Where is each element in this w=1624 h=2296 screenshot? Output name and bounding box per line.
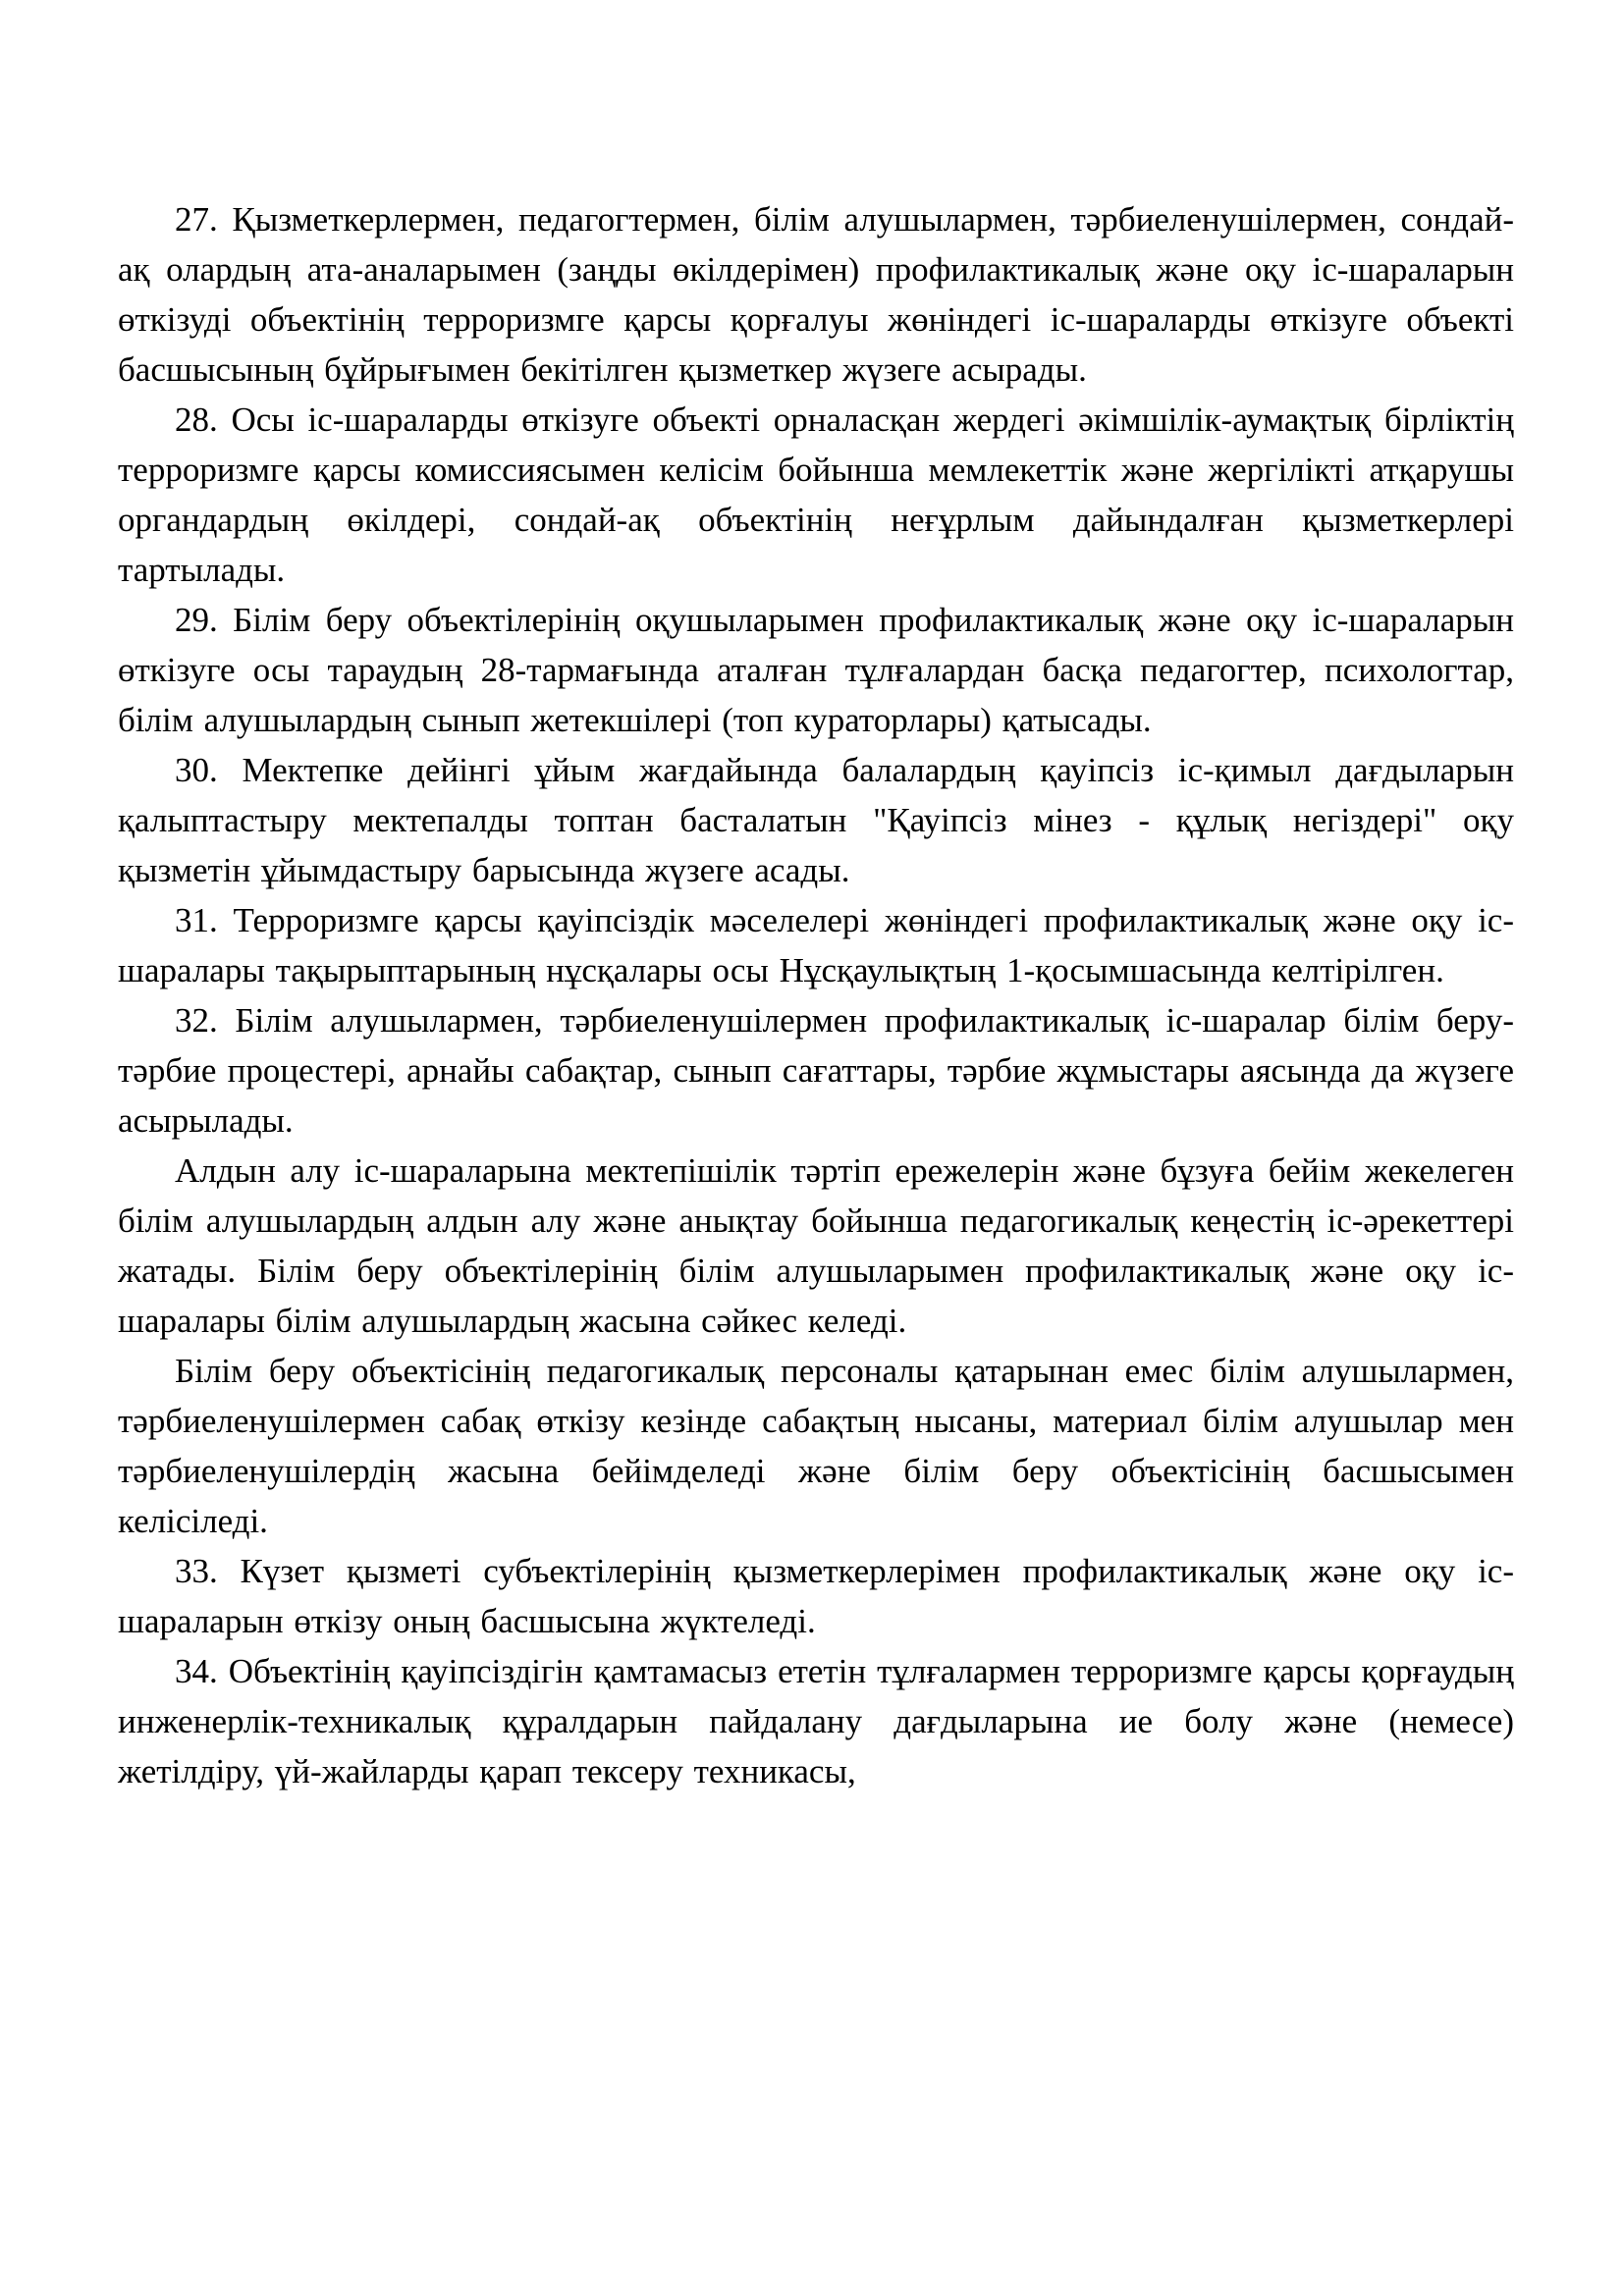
paragraph-32: 32. Білім алушылармен, тәрбиеленушілермен профилактикалық іс-шаралар білім беру-тәрбие процестері, арнайы сабақтар, сынып сағаттары, тәрбие жұмыстары аясында да жүзеге асырылады.	[118, 1001, 1514, 1140]
paragraph-33: 33. Күзет қызметі субъектілерінің қызметкерлерімен профилактикалық және оқу іс-шараларын өткізу оның басшысына жүктеледі.	[118, 1552, 1514, 1640]
paragraph-31: 31. Терроризмге қарсы қауіпсіздік мәселелері жөніндегі профилактикалық және оқу іс-шаралары тақырыптарының нұсқалары осы Нұсқаулықтың 1-қосымшасында келтірілген.	[118, 901, 1514, 989]
paragraph-unnumbered-prevention: Алдын алу іс-шараларына мектепішілік тәртіп ережелерін және бұзуға бейім жекелеген білім алушылардың алдын алу және анықтау бойынша педагогикалық кеңестің іс-әрекеттері жатады. Білім беру объектілерінің білім алушыларымен профилактикалық және оқу іс-шаралары білім алушылардың жасына сәйкес келеді.	[118, 1151, 1514, 1340]
paragraph-27: 27. Қызметкерлермен, педагогтермен, білім алушылармен, тәрбиеленушілермен, сондай-ақ олардың ата-аналарымен (заңды өкілдерімен) профилактикалық және оқу іс-шараларын өткізуді объектінің терроризмге қарсы қорғалуы жөніндегі іс-шараларды өткізуге объекті басшысының бұйрығымен бекітілген қызметкер жүзеге асырады.	[118, 200, 1514, 389]
paragraph-34: 34. Объектінің қауіпсіздігін қамтамасыз ететін тұлғалармен терроризмге қарсы қорғаудың инженерлік-техникалық құралдарын пайдалану дағдыларына ие болу және (немесе) жетілдіру, үй-жайларды қарап тексеру техникасы,	[118, 1652, 1514, 1790]
paragraph-29: 29. Білім беру объектілерінің оқушыларымен профилактикалық және оқу іс-шараларын өткізуге осы тараудың 28-тармағында аталған тұлғалардан басқа педагогтер, психологтар, білім алушылардың сынып жетекшілері (топ кураторлары) қатысады.	[118, 601, 1514, 739]
paragraph-unnumbered-lesson-format: Білім беру объектісінің педагогикалық персоналы қатарынан емес білім алушылармен, тәрбиеленушілермен сабақ өткізу кезінде сабақтың нысаны, материал білім алушылар мен тәрбиеленушілердің жасына бейімделеді және білім беру объектісінің басшысымен келісіледі.	[118, 1352, 1514, 1540]
paragraph-30: 30. Мектепке дейінгі ұйым жағдайында балалардың қауіпсіз іс-қимыл дағдыларын қалыптастыру мектепалды топтан басталатын "Қауіпсіз мінез - құлық негіздері" оқу қызметін ұйымдастыру барысында жүзеге асады.	[118, 751, 1514, 889]
paragraph-28: 28. Осы іс-шараларды өткізуге объекті орналасқан жердегі әкімшілік-аумақтық бірліктің терроризмге қарсы комиссиясымен келісім бойынша мемлекеттік және жергілікті атқарушы органдардың өкілдері, сондай-ақ объектінің неғұрлым дайындалған қызметкерлері тартылады.	[118, 400, 1514, 589]
